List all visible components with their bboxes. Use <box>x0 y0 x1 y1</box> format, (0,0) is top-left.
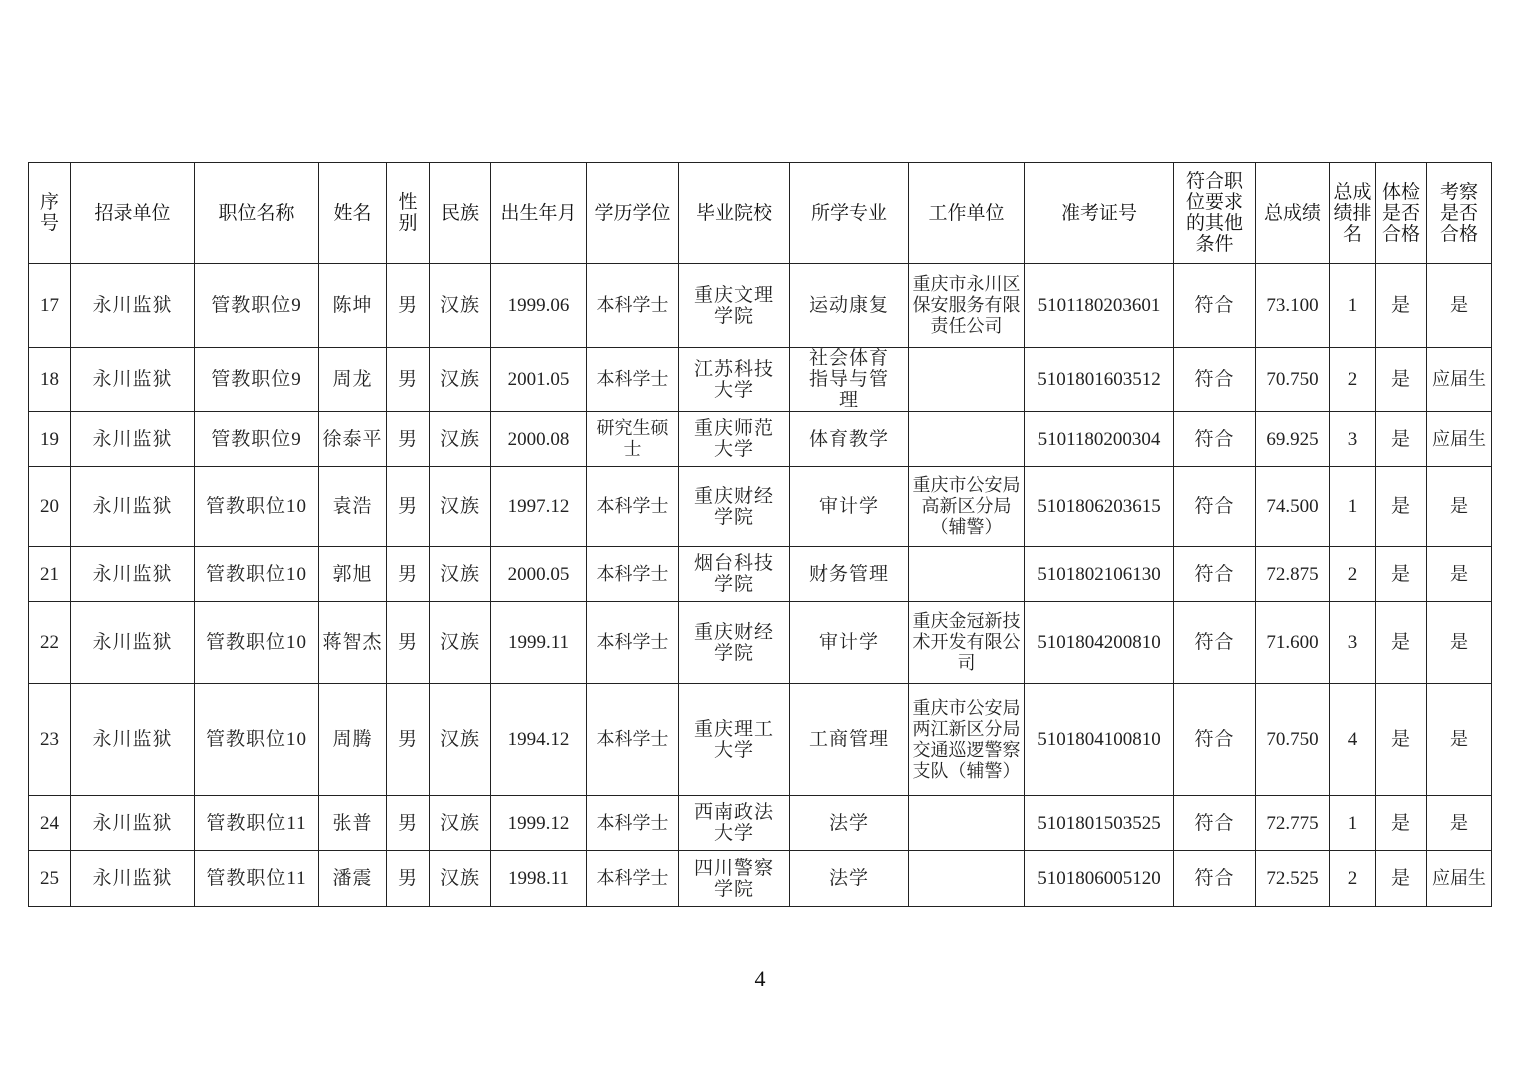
cell-school: 江苏科技大学 <box>679 348 790 412</box>
cell-physical: 是 <box>1376 684 1427 796</box>
cell-other-conditions: 符合 <box>1174 264 1256 348</box>
cell-employer: 重庆市永川区保安服务有限责任公司 <box>909 264 1025 348</box>
table-row <box>29 264 1492 348</box>
cell-other-conditions: 符合 <box>1174 602 1256 684</box>
cell-school: 重庆理工大学 <box>679 684 790 796</box>
cell-ethnicity: 汉族 <box>430 602 491 684</box>
table-row <box>29 602 1492 684</box>
cell-birth: 1999.12 <box>491 796 587 851</box>
cell-degree: 研究生硕士 <box>587 412 679 467</box>
cell-major: 工商管理 <box>790 684 909 796</box>
cell-rank: 3 <box>1330 602 1376 684</box>
cell-name: 潘震 <box>319 851 387 907</box>
candidate-table-container <box>28 162 1491 907</box>
cell-inspection: 应届生 <box>1427 851 1492 907</box>
cell-physical: 是 <box>1376 796 1427 851</box>
cell-major: 社会体育指导与管理 <box>790 348 909 412</box>
cell-major: 法学 <box>790 851 909 907</box>
cell-gender: 男 <box>387 467 430 547</box>
cell-birth: 1997.12 <box>491 467 587 547</box>
cell-position: 管教职位10 <box>195 467 319 547</box>
header-total-score: 总成绩 <box>1256 163 1330 264</box>
table-row <box>29 684 1492 796</box>
cell-ethnicity: 汉族 <box>430 348 491 412</box>
cell-ethnicity: 汉族 <box>430 796 491 851</box>
cell-rank: 4 <box>1330 684 1376 796</box>
cell-school: 四川警察学院 <box>679 851 790 907</box>
cell-degree: 本科学士 <box>587 348 679 412</box>
cell-unit: 永川监狱 <box>71 412 195 467</box>
cell-gender: 男 <box>387 796 430 851</box>
cell-major: 审计学 <box>790 602 909 684</box>
cell-position: 管教职位11 <box>195 851 319 907</box>
header-physical: 体检是否合格 <box>1376 163 1427 264</box>
cell-total-score: 70.750 <box>1256 684 1330 796</box>
cell-rank: 2 <box>1330 348 1376 412</box>
cell-unit: 永川监狱 <box>71 348 195 412</box>
cell-exam-id: 5101802106130 <box>1025 547 1174 602</box>
cell-employer <box>909 796 1025 851</box>
cell-exam-id: 5101801503525 <box>1025 796 1174 851</box>
header-employer: 工作单位 <box>909 163 1025 264</box>
cell-exam-id: 5101180203601 <box>1025 264 1174 348</box>
header-ethnicity: 民族 <box>430 163 491 264</box>
table-row <box>29 796 1492 851</box>
cell-total-score: 72.775 <box>1256 796 1330 851</box>
cell-unit: 永川监狱 <box>71 547 195 602</box>
cell-school: 重庆财经学院 <box>679 602 790 684</box>
cell-inspection: 是 <box>1427 796 1492 851</box>
cell-inspection: 是 <box>1427 467 1492 547</box>
table-row <box>29 467 1492 547</box>
cell-ethnicity: 汉族 <box>430 684 491 796</box>
cell-seq: 20 <box>29 467 71 547</box>
header-exam-id: 准考证号 <box>1025 163 1174 264</box>
cell-total-score: 73.100 <box>1256 264 1330 348</box>
cell-gender: 男 <box>387 851 430 907</box>
cell-unit: 永川监狱 <box>71 602 195 684</box>
cell-total-score: 72.875 <box>1256 547 1330 602</box>
cell-physical: 是 <box>1376 348 1427 412</box>
cell-major: 审计学 <box>790 467 909 547</box>
cell-exam-id: 5101804200810 <box>1025 602 1174 684</box>
header-inspection: 考察是否合格 <box>1427 163 1492 264</box>
cell-other-conditions: 符合 <box>1174 796 1256 851</box>
cell-physical: 是 <box>1376 412 1427 467</box>
cell-name: 袁浩 <box>319 467 387 547</box>
cell-seq: 17 <box>29 264 71 348</box>
cell-physical: 是 <box>1376 547 1427 602</box>
cell-inspection: 是 <box>1427 547 1492 602</box>
cell-name: 郭旭 <box>319 547 387 602</box>
cell-birth: 1994.12 <box>491 684 587 796</box>
cell-seq: 25 <box>29 851 71 907</box>
cell-unit: 永川监狱 <box>71 851 195 907</box>
cell-seq: 19 <box>29 412 71 467</box>
cell-position: 管教职位10 <box>195 602 319 684</box>
cell-physical: 是 <box>1376 851 1427 907</box>
cell-school: 西南政法大学 <box>679 796 790 851</box>
candidate-table <box>28 162 1492 907</box>
header-unit: 招录单位 <box>71 163 195 264</box>
header-row <box>29 163 1492 264</box>
cell-gender: 男 <box>387 684 430 796</box>
cell-physical: 是 <box>1376 264 1427 348</box>
cell-rank: 3 <box>1330 412 1376 467</box>
cell-major: 财务管理 <box>790 547 909 602</box>
cell-school: 重庆文理学院 <box>679 264 790 348</box>
header-name: 姓名 <box>319 163 387 264</box>
cell-employer: 重庆市公安局高新区分局（辅警） <box>909 467 1025 547</box>
cell-birth: 2000.05 <box>491 547 587 602</box>
cell-unit: 永川监狱 <box>71 264 195 348</box>
cell-rank: 1 <box>1330 796 1376 851</box>
header-position: 职位名称 <box>195 163 319 264</box>
cell-employer <box>909 851 1025 907</box>
cell-school: 烟台科技学院 <box>679 547 790 602</box>
cell-birth: 2000.08 <box>491 412 587 467</box>
cell-name: 陈坤 <box>319 264 387 348</box>
cell-total-score: 74.500 <box>1256 467 1330 547</box>
cell-gender: 男 <box>387 264 430 348</box>
cell-seq: 18 <box>29 348 71 412</box>
cell-degree: 本科学士 <box>587 684 679 796</box>
header-rank: 总成绩排名 <box>1330 163 1376 264</box>
header-seq: 序号 <box>29 163 71 264</box>
cell-ethnicity: 汉族 <box>430 467 491 547</box>
cell-birth: 1999.11 <box>491 602 587 684</box>
cell-employer <box>909 348 1025 412</box>
cell-position: 管教职位11 <box>195 796 319 851</box>
cell-degree: 本科学士 <box>587 467 679 547</box>
cell-major: 体育教学 <box>790 412 909 467</box>
cell-exam-id: 5101806005120 <box>1025 851 1174 907</box>
cell-exam-id: 5101806203615 <box>1025 467 1174 547</box>
cell-ethnicity: 汉族 <box>430 412 491 467</box>
cell-degree: 本科学士 <box>587 547 679 602</box>
cell-rank: 1 <box>1330 467 1376 547</box>
cell-inspection: 应届生 <box>1427 348 1492 412</box>
cell-degree: 本科学士 <box>587 264 679 348</box>
cell-inspection: 应届生 <box>1427 412 1492 467</box>
cell-unit: 永川监狱 <box>71 467 195 547</box>
cell-exam-id: 5101801603512 <box>1025 348 1174 412</box>
cell-inspection: 是 <box>1427 684 1492 796</box>
cell-employer: 重庆市公安局两江新区分局交通巡逻警察支队（辅警） <box>909 684 1025 796</box>
cell-birth: 2001.05 <box>491 348 587 412</box>
cell-employer <box>909 547 1025 602</box>
header-gender: 性别 <box>387 163 430 264</box>
cell-physical: 是 <box>1376 602 1427 684</box>
cell-total-score: 70.750 <box>1256 348 1330 412</box>
table-body <box>29 264 1492 907</box>
cell-other-conditions: 符合 <box>1174 684 1256 796</box>
table-row <box>29 412 1492 467</box>
cell-birth: 1999.06 <box>491 264 587 348</box>
cell-other-conditions: 符合 <box>1174 851 1256 907</box>
cell-name: 张普 <box>319 796 387 851</box>
cell-inspection: 是 <box>1427 264 1492 348</box>
header-degree: 学历学位 <box>587 163 679 264</box>
table-row <box>29 547 1492 602</box>
cell-total-score: 72.525 <box>1256 851 1330 907</box>
table-row <box>29 348 1492 412</box>
cell-seq: 22 <box>29 602 71 684</box>
cell-physical: 是 <box>1376 467 1427 547</box>
header-birth: 出生年月 <box>491 163 587 264</box>
cell-school: 重庆师范大学 <box>679 412 790 467</box>
cell-name: 周龙 <box>319 348 387 412</box>
cell-exam-id: 5101180200304 <box>1025 412 1174 467</box>
cell-name: 徐泰平 <box>319 412 387 467</box>
cell-name: 周腾 <box>319 684 387 796</box>
cell-degree: 本科学士 <box>587 851 679 907</box>
cell-total-score: 71.600 <box>1256 602 1330 684</box>
cell-seq: 21 <box>29 547 71 602</box>
cell-degree: 本科学士 <box>587 796 679 851</box>
cell-major: 法学 <box>790 796 909 851</box>
cell-unit: 永川监狱 <box>71 796 195 851</box>
cell-position: 管教职位9 <box>195 412 319 467</box>
header-major: 所学专业 <box>790 163 909 264</box>
header-school: 毕业院校 <box>679 163 790 264</box>
cell-rank: 2 <box>1330 851 1376 907</box>
cell-birth: 1998.11 <box>491 851 587 907</box>
cell-seq: 23 <box>29 684 71 796</box>
cell-other-conditions: 符合 <box>1174 412 1256 467</box>
table-row <box>29 851 1492 907</box>
cell-gender: 男 <box>387 412 430 467</box>
page-number: 4 <box>754 966 766 991</box>
cell-total-score: 69.925 <box>1256 412 1330 467</box>
cell-ethnicity: 汉族 <box>430 547 491 602</box>
cell-ethnicity: 汉族 <box>430 264 491 348</box>
cell-position: 管教职位9 <box>195 348 319 412</box>
cell-other-conditions: 符合 <box>1174 467 1256 547</box>
cell-ethnicity: 汉族 <box>430 851 491 907</box>
cell-school: 重庆财经学院 <box>679 467 790 547</box>
cell-unit: 永川监狱 <box>71 684 195 796</box>
cell-exam-id: 5101804100810 <box>1025 684 1174 796</box>
cell-other-conditions: 符合 <box>1174 348 1256 412</box>
cell-inspection: 是 <box>1427 602 1492 684</box>
cell-major: 运动康复 <box>790 264 909 348</box>
cell-position: 管教职位10 <box>195 684 319 796</box>
cell-rank: 2 <box>1330 547 1376 602</box>
cell-position: 管教职位9 <box>195 264 319 348</box>
cell-seq: 24 <box>29 796 71 851</box>
cell-rank: 1 <box>1330 264 1376 348</box>
cell-gender: 男 <box>387 348 430 412</box>
cell-employer <box>909 412 1025 467</box>
cell-position: 管教职位10 <box>195 547 319 602</box>
cell-other-conditions: 符合 <box>1174 547 1256 602</box>
cell-employer: 重庆金冠新技术开发有限公司 <box>909 602 1025 684</box>
header-other-conditions: 符合职位要求的其他条件 <box>1174 163 1256 264</box>
cell-name: 蒋智杰 <box>319 602 387 684</box>
cell-degree: 本科学士 <box>587 602 679 684</box>
cell-gender: 男 <box>387 602 430 684</box>
cell-gender: 男 <box>387 547 430 602</box>
